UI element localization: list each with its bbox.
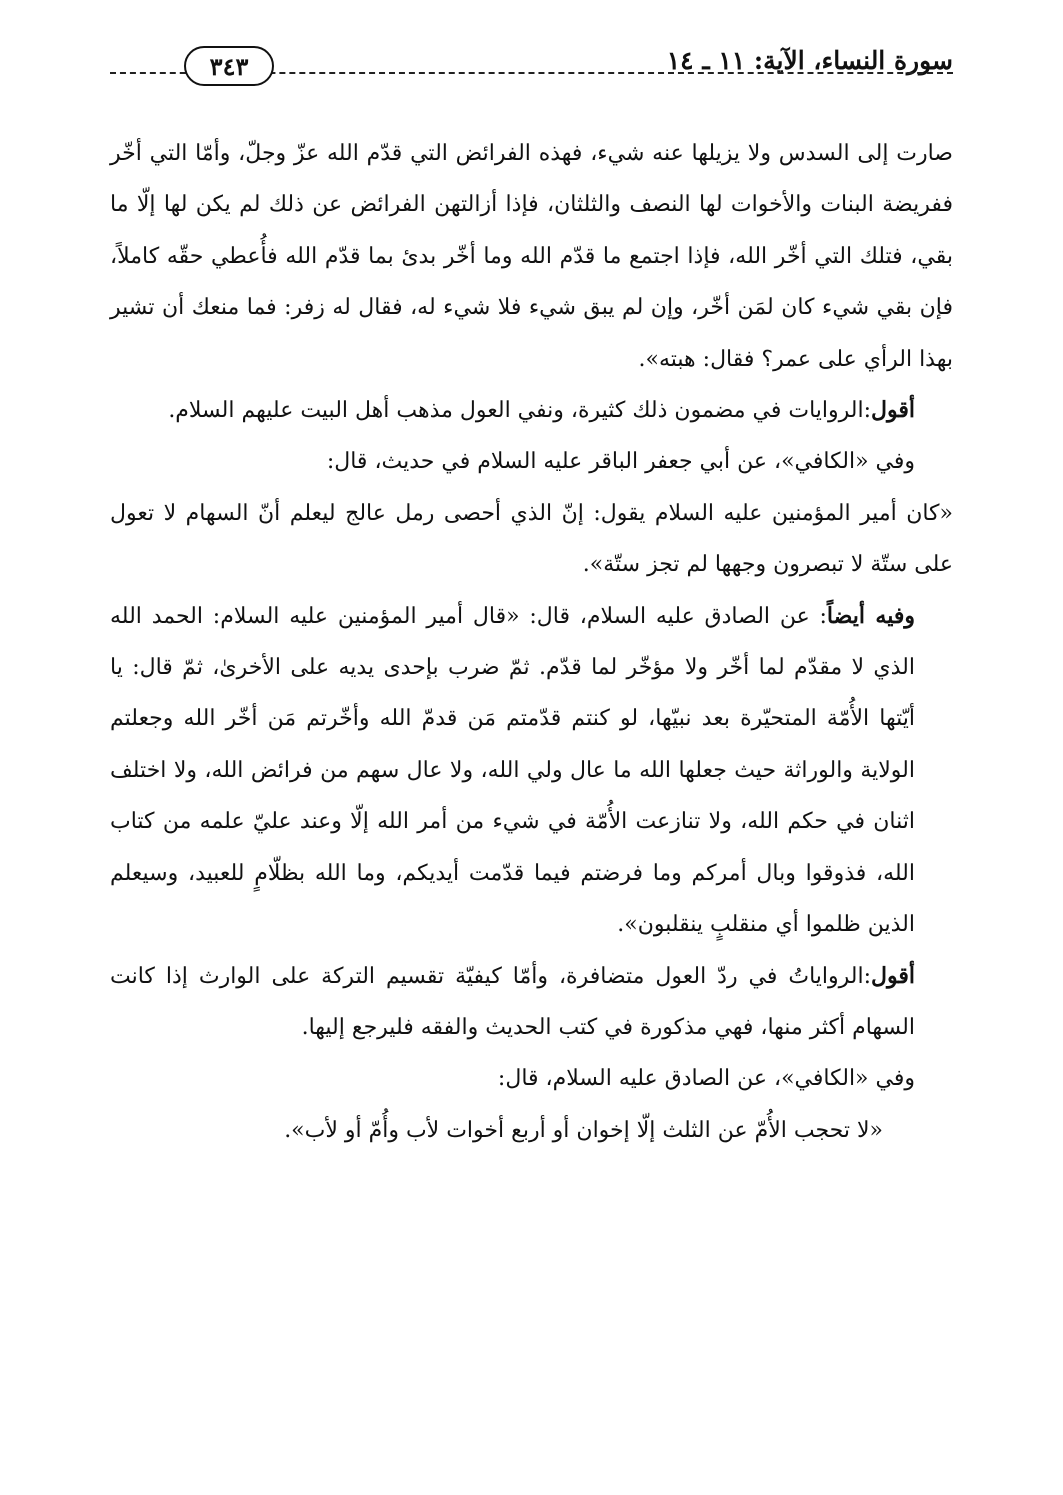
paragraph-2-lead: أقول — [871, 397, 915, 424]
paragraph-8: «لا تحجب الأُمّ عن الثلث إلّا إخوان أو أربع أخوات لأب وأُمّ أو لأب». — [284, 1117, 883, 1143]
paragraph-6 — [110, 951, 953, 1054]
paragraph-6-lead: أقول — [871, 962, 915, 989]
paragraph-1: صارت إلى السدس ولا يزيلها عنه شيء، فهذه الفرائض التي قدّم الله عزّ وجلّ، وأمّا التي أخّر ففريضة البنات والأخوات لها النصف والثلثان، فإذا أزالتهن الفرائض عن ذلك لم يكن لها إلّا ما بقي، فتلك التي أخّر الله، فإذا اجتمع ما قدّم الله وما أخّر بدئ بما قدّم الله فأُعطي حقّه كاملاً، فإن بقي شيء كان لمَن أخّر، وإن لم يبق شيء فلا شيء له، فقال له زفر: فما منعك أن تشير بهذا الرأي على عمر؟ فقال: هبته». — [110, 141, 953, 372]
paragraph-6-text: :الرواياتُ في ردّ العول متضافرة، وأمّا كيفيّة تقسيم التركة على الوارث إذا كانت السهام أكثر منها، فهي مذكورة في كتب الحديث والفقه فليرجع إليها. — [110, 963, 915, 1040]
page-body — [110, 128, 953, 1156]
paragraph-2 — [110, 385, 953, 436]
paragraph-5-lead: وفيه أيضاً — [826, 602, 915, 629]
running-title: سورة النساء، الآية: ١١ ـ ١٤ — [666, 46, 953, 75]
paragraph-3: وفي «الكافي»، عن أبي جعفر الباقر عليه السلام في حديث، قال: — [326, 449, 915, 475]
paragraph-5 — [110, 591, 953, 951]
paragraph-4: «كان أمير المؤمنين عليه السلام يقول: إنّ الذي أحصى رمل عالج ليعلم أنّ السهام لا تعول على ستّة لا تبصرون وجهها لم تجز ستّة». — [110, 500, 953, 578]
page-number: ٣٤٣ — [184, 46, 274, 86]
paragraph-5-text: : عن الصادق عليه السلام، قال: «قال أمير المؤمنين عليه السلام: الحمد الله الذي لا مقدّم لما أخّر ولا مؤخّر لما قدّم. ثمّ ضرب بإحدى يديه على الأخرىٰ، ثمّ قال: يا أيّتها الأُمّة المتحيّرة بعد نبيّها، لو كنتم قدّمتم مَن قدمّ الله وأخّرتم مَن أخّر الله وجعلتم الولاية والوراثة حيث جعلها الله ما عال ولي الله، ولا عال سهم من فرائض الله، ولا اختلف اثنان في حكم الله، ولا تنازعت الأُمّة في شيء من أمر الله إلّا وعند عليّ علمه من كتاب الله، فذوقوا وبال أمركم وما فرضتم فيما قدّمت أيديكم، وما الله بظلّامٍ للعبيد، وسيعلم الذين ظلموا أي منقلبٍ ينقلبون». — [110, 603, 915, 938]
paragraph-2-text: :الروايات في مضمون ذلك كثيرة، ونفي العول مذهب أهل البيت عليهم السلام. — [168, 398, 872, 424]
paragraph-7: وفي «الكافي»، عن الصادق عليه السلام، قال: — [497, 1066, 915, 1092]
page-header — [110, 38, 953, 88]
